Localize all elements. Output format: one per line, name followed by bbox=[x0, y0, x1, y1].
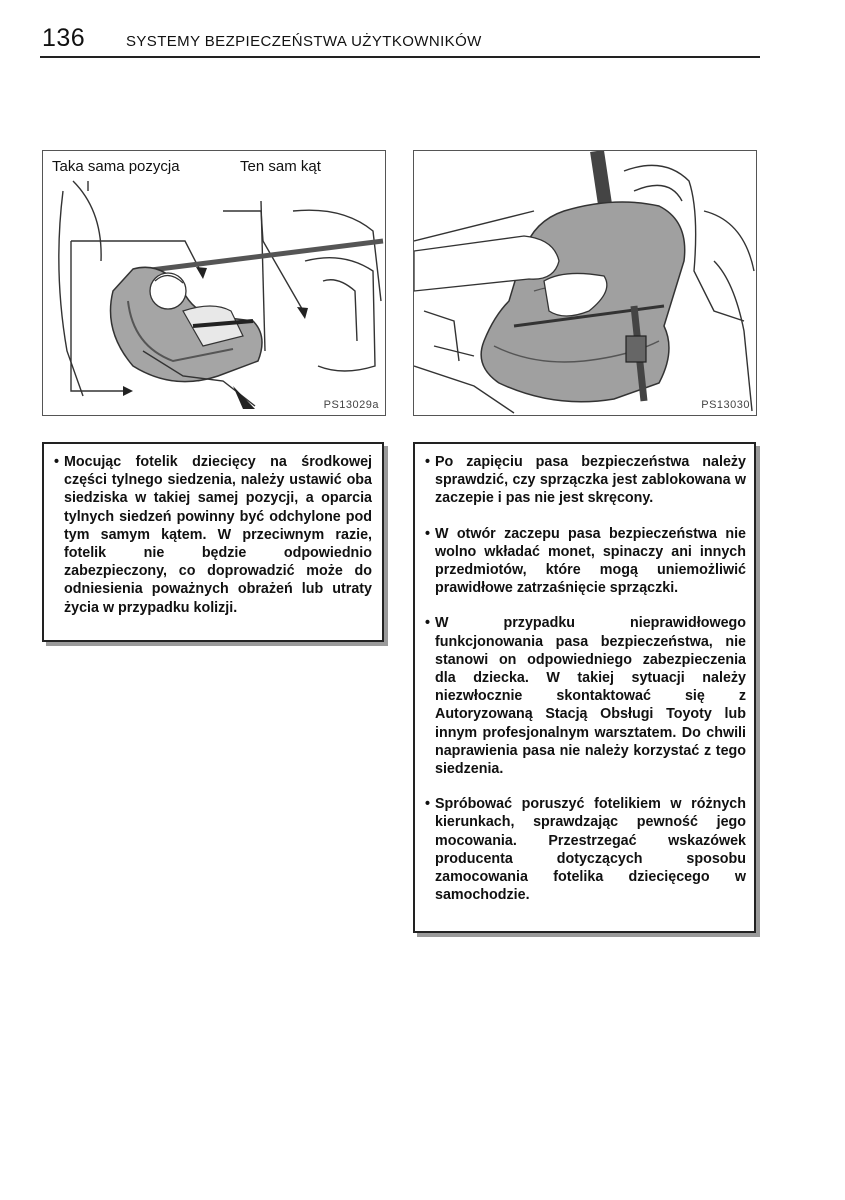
warning-item: • Mocując fotelik dziecięcy na środkowej części tylnego siedzenia, należy ustawić oba siedziska w takiej samej pozycji, a oparcia tylnych siedzeń powinny być odchylone pod tym samym kątem. W przeciwnym razie, fotelik nie będzie odpowiednio zabezpieczony, co doprowadzić może do odniesienia poważnych obrażeń lub utraty życia w przypadku kolizji. bbox=[54, 453, 372, 617]
figure-seat-check bbox=[413, 150, 757, 416]
warning-item: • Po zapięciu pasa bezpieczeństwa należy sprawdzić, czy sprzączka jest zablokowana w zaczepie i pas nie jest skręcony. bbox=[425, 453, 746, 508]
figure-code: PS13030 bbox=[701, 399, 750, 411]
seat-check-illustration bbox=[414, 151, 756, 415]
warning-item: • W przypadku nieprawidłowego funkcjonowania pasa bezpieczeństwa, nie stanowi on odpowiedniego zabezpieczenia dla dziecka. W takiej sytuacji należy niezwłocznie skontaktować się z Autoryzowaną Stacją Obsługi Toyoty lub innym profesjonalnym warsztatem. Do chwili naprawienia pasa nie należy korzystać z tego siedzenia. bbox=[425, 614, 746, 778]
label-same-position: Taka sama pozycja bbox=[52, 158, 180, 175]
page-number: 136 bbox=[42, 24, 86, 52]
figure-seat-alignment bbox=[42, 150, 386, 416]
section-title: SYSTEMY BEZPIECZEŃSTWA UŻYTKOWNIKÓW bbox=[126, 33, 482, 50]
label-same-angle: Ten sam kąt bbox=[240, 158, 321, 175]
warning-item: • W otwór zaczepu pasa bezpieczeństwa nie wolno wkładać monet, spinaczy ani innych przedmiotów, które mogą uniemożliwić prawidłowe zatrzaśnięcie sprzączki. bbox=[425, 525, 746, 598]
seat-alignment-illustration bbox=[43, 151, 385, 415]
warning-item: • Spróbować poruszyć fotelikiem w różnych kierunkach, sprawdzając pewność jego mocowania. Przestrzegać wskazówek producenta dotyczących sposobu zamocowania fotelika dziecięcego w samochodzie. bbox=[425, 795, 746, 904]
page-header bbox=[40, 24, 760, 58]
warning-box-center-seat bbox=[42, 442, 384, 642]
figure-code: PS13029a bbox=[323, 399, 379, 411]
warning-box-belt-check bbox=[413, 442, 756, 933]
